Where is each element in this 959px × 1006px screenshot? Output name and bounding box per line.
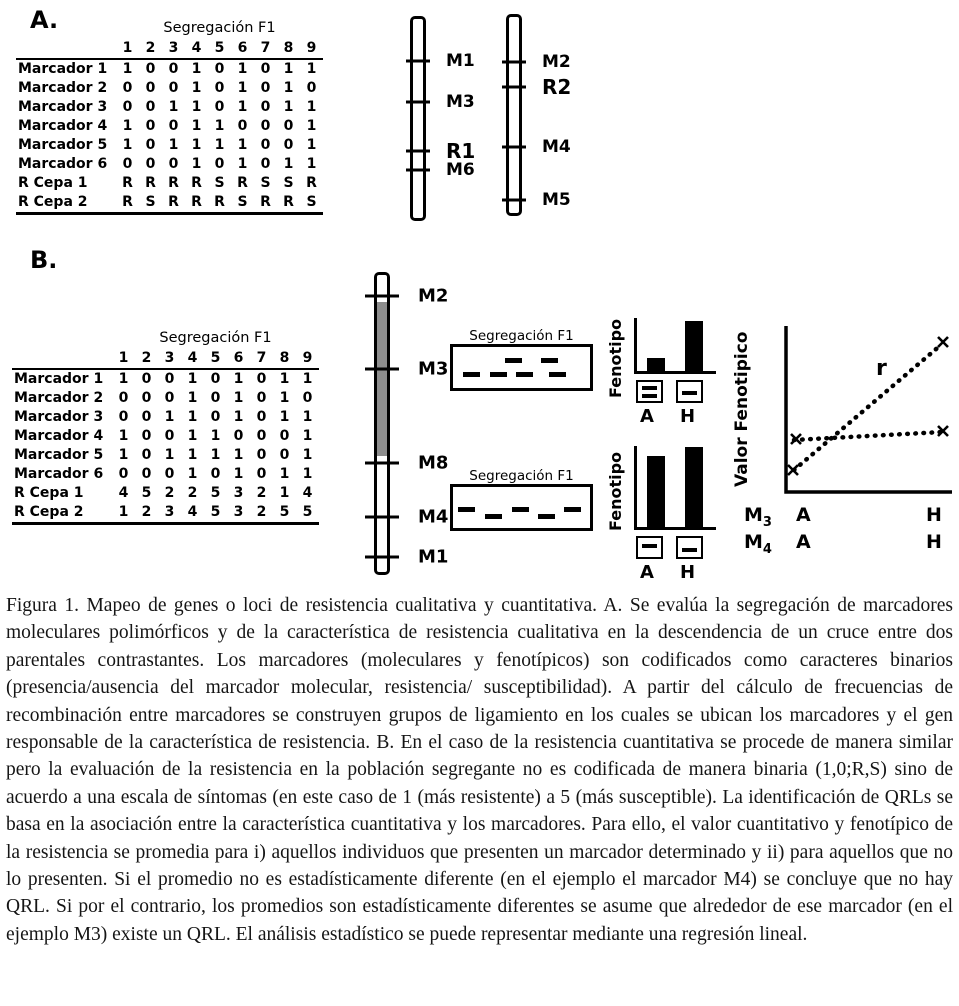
table-cell: 0 — [237, 118, 248, 134]
table-cell: 5 — [273, 503, 296, 524]
table-cell: 0 — [233, 428, 244, 444]
row-label: Marcador 2 — [18, 80, 108, 96]
table-cell: 0 — [122, 99, 133, 115]
table-cell: 0 — [164, 466, 175, 482]
marker-subscript: 4 — [762, 541, 772, 557]
table-cell: 1 — [237, 80, 248, 96]
marker-label-m2: M2 — [542, 52, 571, 73]
genotype-h-label: H — [926, 504, 942, 526]
column-header: 8 — [277, 39, 300, 59]
table-cell: 0 — [260, 61, 271, 77]
table-cell: 1 — [233, 447, 244, 463]
table-cell: 0 — [122, 80, 133, 96]
table-cell: 0 — [210, 466, 221, 482]
table-cell: S — [231, 193, 254, 214]
marker-label-m8: M8 — [418, 452, 449, 474]
genotype-box — [636, 380, 663, 403]
table-cell: S — [260, 175, 271, 191]
table-cell: 1 — [191, 80, 202, 96]
table-cell: 0 — [283, 137, 294, 153]
table-cell: S — [283, 175, 294, 191]
column-header: 2 — [139, 39, 162, 59]
marker-label-m4: M4 — [542, 137, 571, 158]
table-cell: R — [306, 175, 317, 191]
row-label: R Cepa 1 — [14, 485, 84, 501]
table-cell: 1 — [279, 371, 290, 387]
segregation-table-b-block — [12, 330, 319, 525]
table-cell: R — [237, 175, 248, 191]
table-cell: 0 — [260, 137, 271, 153]
table-row — [16, 155, 323, 174]
table-cell: 1 — [187, 428, 198, 444]
table-cell: 5 — [296, 503, 319, 524]
gel-band — [490, 372, 507, 377]
table-cell: 1 — [233, 409, 244, 425]
chromosome-bar — [374, 272, 390, 575]
table-cell: R — [116, 193, 139, 214]
table-row — [12, 408, 319, 427]
table-cell: 0 — [210, 390, 221, 406]
table-cell: 1 — [191, 156, 202, 172]
marker-tick-r1 — [406, 150, 430, 153]
table-cell: 0 — [256, 409, 267, 425]
marker-label-r2: R2 — [542, 74, 572, 99]
marker-tick-m4 — [365, 516, 399, 519]
table-cell: 0 — [118, 466, 129, 482]
gel-band — [642, 544, 657, 548]
table-cell: 4 — [118, 485, 129, 501]
row-label: Marcador 4 — [14, 428, 104, 444]
gel-band — [512, 507, 529, 512]
table-cell: 0 — [145, 61, 156, 77]
table-cell: 1 — [187, 466, 198, 482]
table-cell: 0 — [306, 80, 317, 96]
table-cell: 0 — [141, 428, 152, 444]
category-label-h: H — [680, 406, 696, 427]
table-cell: 0 — [141, 466, 152, 482]
table-cell: 1 — [302, 447, 313, 463]
row-label: Marcador 1 — [14, 371, 104, 387]
phenotype-chart-m4 — [598, 444, 748, 583]
table-cell: 0 — [141, 447, 152, 463]
table-cell: 1 — [237, 99, 248, 115]
table-cell: 1 — [283, 80, 294, 96]
marker-label-m5: M5 — [542, 189, 571, 210]
table-cell: 0 — [164, 371, 175, 387]
category-labels — [640, 562, 748, 583]
table-cell: 0 — [168, 80, 179, 96]
header-row — [12, 349, 319, 369]
genotype-box — [636, 536, 663, 559]
table-cell: 3 — [227, 503, 250, 524]
row-label: Marcador 2 — [14, 390, 104, 406]
column-header: 7 — [250, 349, 273, 369]
table-cell: R — [145, 175, 156, 191]
table-cell: 0 — [145, 156, 156, 172]
table-cell: S — [300, 193, 323, 214]
table-cell: 2 — [187, 485, 198, 501]
table-cell: 0 — [164, 390, 175, 406]
category-label-h: H — [680, 562, 696, 583]
regression-line-m3 — [794, 344, 942, 470]
table-row — [16, 79, 323, 98]
table-cell: 0 — [302, 390, 313, 406]
table-cell: 1 — [302, 409, 313, 425]
corner-cell — [12, 349, 112, 369]
table-cell: 1 — [122, 61, 133, 77]
table-cell: 1 — [302, 466, 313, 482]
table-cell: 1 — [237, 137, 248, 153]
table-cell: 0 — [260, 156, 271, 172]
table-cell: 0 — [141, 409, 152, 425]
regression-line-m4 — [794, 432, 942, 440]
table-cell: 0 — [260, 80, 271, 96]
row-label: R Cepa 1 — [18, 175, 88, 191]
genotype-a-label: A — [796, 531, 811, 553]
table-cell: 1 — [237, 61, 248, 77]
segregation-table-b — [12, 349, 319, 525]
table-cell: S — [214, 175, 225, 191]
column-header: 9 — [296, 349, 319, 369]
column-header: 6 — [231, 39, 254, 59]
table-cell: 1 — [168, 137, 179, 153]
table-cell: 1 — [283, 99, 294, 115]
table-row — [16, 98, 323, 117]
marker-label-m4: M4 — [418, 506, 449, 528]
table-cell: 0 — [260, 99, 271, 115]
figure-caption: Figura 1. Mapeo de genes o loci de resistencia cualitativa y cuantitativa. A. Se evalúa la segregación de marcadores moleculares polimórficos y de la característica de resistencia cualitativa en la descendencia de un cruce entre dos parentales contrastantes. Los marcadores (moleculares y fenotípicos) son codificados como caracteres binarios (presencia/ausencia del marcador molecular, resistencia/ susceptibilidad). A partir del cálculo de frecuencias de recombinación entre marcadores se construyen grupos de ligamiento en los cuales se ubican los marcadores y el gen responsable de la característica de resistencia. B. En el caso de la resistencia cuantitativa se procede de manera similar pero la evaluación de la resistencia en la población segregante no es codificada de manera binaria (1,0;R,S) sino de acuerdo a una escala de síntomas (en este caso de 1 (más resistente) a 5 (más susceptible). La identificación de QRLs se basa en la asociación entre la característica cuantitativa y los marcadores. Para ello, el valor cuantitativo y fenotípico de la resistencia se promedia para i) aquellos individuos que presenten un marcador determinado y ii) para aquellos que no lo presenten. Si el promedio no es estadísticamente diferente (en el ejemplo el marcador M4) se concluye que no hay QRL. Si por el contrario, los promedios son estadísticamente diferentes se asume que alrededor de ese marcador (en el ejemplo M3) existe un QRL. El análisis estadístico se puede representar mediante una regresión lineal. — [6, 595, 953, 945]
column-header: 2 — [135, 349, 158, 369]
table-cell: R — [122, 175, 133, 191]
table-cell: 1 — [164, 447, 175, 463]
table-cell: S — [139, 193, 162, 214]
table-cell: 1 — [122, 118, 133, 134]
table-cell: 0 — [256, 428, 267, 444]
column-header: 8 — [273, 349, 296, 369]
gel-band — [538, 514, 555, 519]
marker-tick-m3 — [406, 101, 430, 104]
table-cell: R — [208, 193, 231, 214]
table-cell: 0 — [256, 371, 267, 387]
table-cell: 0 — [210, 371, 221, 387]
table-cell: 1 — [210, 447, 221, 463]
table-cell: 1 — [191, 99, 202, 115]
marker-tick-r2 — [502, 85, 526, 88]
gel-band — [642, 386, 657, 390]
table-cell: 4 — [302, 485, 313, 501]
gel-band — [541, 358, 558, 363]
table-cell: 1 — [279, 466, 290, 482]
marker-tick-m1 — [365, 555, 399, 558]
marker-tick-m2 — [365, 295, 399, 298]
bar-a — [647, 456, 665, 527]
table-row — [16, 117, 323, 136]
table-cell: 2 — [250, 503, 273, 524]
table-cell: R — [168, 175, 179, 191]
gel-band — [458, 507, 475, 512]
genotype-box — [676, 536, 703, 559]
gel-band — [485, 514, 502, 519]
table-cell: 0 — [168, 156, 179, 172]
table-cell: 0 — [256, 466, 267, 482]
phenotype-axis-label: Fenotipo — [606, 318, 625, 398]
table-cell: 1 — [168, 99, 179, 115]
segregation-table-a-block — [16, 20, 323, 215]
table-cell: R — [277, 193, 300, 214]
table-cell: 3 — [158, 503, 181, 524]
table-cell: 0 — [141, 371, 152, 387]
table-a-title: Segregación F1 — [163, 20, 276, 36]
marker-name: $M_3$ — [744, 504, 772, 530]
section-a-label: A. — [30, 6, 59, 34]
gel-band — [516, 372, 533, 377]
regression-canvas — [756, 320, 956, 500]
gel-electrophoresis-top — [450, 344, 593, 391]
row-label: R Cepa 2 — [12, 503, 112, 524]
column-header: 4 — [185, 39, 208, 59]
table-cell: 0 — [260, 118, 271, 134]
table-cell: R — [185, 193, 208, 214]
table-cell: 1 — [191, 137, 202, 153]
bar-a — [647, 358, 665, 371]
table-cell: 1 — [237, 156, 248, 172]
table-cell: 1 — [122, 137, 133, 153]
gel-bottom-title: Segregación F1 — [469, 468, 574, 484]
table-cell: 1 — [302, 428, 313, 444]
table-cell: 0 — [145, 137, 156, 153]
column-header: 1 — [116, 39, 139, 59]
qrl-region-shade — [377, 302, 387, 456]
table-cell: 1 — [118, 428, 129, 444]
table-cell: 1 — [283, 156, 294, 172]
table-cell: 3 — [233, 485, 244, 501]
bar-h — [685, 447, 703, 527]
bar-h — [685, 321, 703, 371]
table-cell: 1 — [306, 156, 317, 172]
table-cell: 1 — [306, 99, 317, 115]
table-cell: 0 — [145, 118, 156, 134]
table-cell: 5 — [141, 485, 152, 501]
table-cell: 1 — [118, 447, 129, 463]
table-cell: 0 — [141, 390, 152, 406]
chromosome-bar — [410, 16, 426, 221]
table-cell: 0 — [214, 61, 225, 77]
table-cell: 1 — [214, 137, 225, 153]
marker-tick-m4 — [502, 146, 526, 149]
correlation-label: r — [876, 356, 887, 381]
marker-label-m3: M3 — [446, 92, 475, 113]
table-row — [16, 174, 323, 193]
genotype-box — [676, 380, 703, 403]
regression-y-axis-label: Valor Fenotipico — [732, 331, 752, 487]
table-row — [12, 446, 319, 465]
table-cell: 0 — [210, 409, 221, 425]
table-cell: 0 — [145, 80, 156, 96]
table-cell: 2 — [164, 485, 175, 501]
category-label-a: A — [640, 406, 654, 427]
table-row — [12, 503, 319, 524]
table-cell: 1 — [306, 137, 317, 153]
column-header: 3 — [158, 349, 181, 369]
table-cell: 1 — [187, 409, 198, 425]
table-cell: 0 — [256, 447, 267, 463]
table-cell: R — [254, 193, 277, 214]
table-cell: 1 — [187, 447, 198, 463]
table-row — [16, 59, 323, 79]
table-cell: 0 — [256, 390, 267, 406]
gel-electrophoresis-bottom — [450, 484, 593, 531]
column-header: 6 — [227, 349, 250, 369]
genotype-h-label: H — [926, 531, 942, 553]
phenotype-chart-m3 — [598, 314, 748, 432]
table-cell: 1 — [306, 118, 317, 134]
row-label: Marcador 3 — [14, 409, 104, 425]
phenotype-axis-label: Fenotipo — [606, 451, 625, 531]
marker-label-m6: M6 — [446, 159, 475, 180]
segregation-table — [12, 349, 319, 525]
table-cell: 1 — [187, 390, 198, 406]
row-label: Marcador 6 — [14, 466, 104, 482]
x-axis-row — [730, 531, 955, 558]
gel-band — [682, 548, 697, 552]
header-row — [16, 39, 323, 59]
corner-cell — [16, 39, 116, 59]
gel-band — [463, 372, 480, 377]
table-cell: 1 — [279, 390, 290, 406]
table-row — [12, 427, 319, 446]
x-axis-row — [730, 504, 955, 531]
table-cell: 1 — [233, 466, 244, 482]
table-cell: 0 — [279, 428, 290, 444]
table-cell: 5 — [204, 503, 227, 524]
regression-x-labels — [730, 504, 955, 558]
table-row — [12, 389, 319, 408]
table-cell: 0 — [145, 99, 156, 115]
table-cell: 0 — [214, 156, 225, 172]
marker-tick-m3 — [365, 367, 399, 370]
table-cell: 1 — [191, 61, 202, 77]
segregation-table — [16, 39, 323, 215]
table-cell: 0 — [168, 61, 179, 77]
table-cell: 0 — [168, 118, 179, 134]
bar-plot — [634, 318, 716, 374]
column-header: 1 — [112, 349, 135, 369]
table-cell: 0 — [214, 80, 225, 96]
table-b-title: Segregación F1 — [159, 330, 272, 346]
table-cell: 0 — [118, 409, 129, 425]
column-header: 9 — [300, 39, 323, 59]
table-cell: 1 — [279, 409, 290, 425]
table-cell: 1 — [210, 428, 221, 444]
table-cell: 1 — [191, 118, 202, 134]
regression-plot — [730, 320, 958, 565]
marker-label-r1: R1 — [446, 139, 476, 164]
gel-band — [682, 391, 697, 395]
marker-name: $M_4$ — [744, 531, 772, 557]
table-cell: 2 — [135, 503, 158, 524]
marker-label-m1: M1 — [418, 546, 449, 568]
table-cell: 1 — [214, 118, 225, 134]
gel-band — [505, 358, 522, 363]
marker-tick-m8 — [365, 461, 399, 464]
chromosome-bar — [506, 14, 522, 216]
bar-plot — [634, 446, 716, 530]
table-cell: 1 — [112, 503, 135, 524]
column-header: 5 — [204, 349, 227, 369]
row-label: Marcador 4 — [18, 118, 108, 134]
marker-label-m2: M2 — [418, 285, 449, 307]
table-cell: 1 — [233, 390, 244, 406]
segregation-table-a — [16, 39, 323, 215]
table-cell: 0 — [122, 156, 133, 172]
table-cell: 1 — [118, 371, 129, 387]
table-row — [12, 465, 319, 484]
table-cell: 2 — [256, 485, 267, 501]
gel-top-title: Segregación F1 — [469, 328, 574, 344]
column-header: 5 — [208, 39, 231, 59]
table-cell: 0 — [283, 118, 294, 134]
column-header: 4 — [181, 349, 204, 369]
row-label: Marcador 1 — [18, 61, 108, 77]
category-label-a: A — [640, 562, 654, 583]
table-cell: 0 — [164, 428, 175, 444]
table-row — [16, 193, 323, 214]
marker-label-m1: M1 — [446, 51, 475, 72]
row-label: Marcador 6 — [18, 156, 108, 172]
row-label: Marcador 5 — [18, 137, 108, 153]
table-cell: 1 — [283, 61, 294, 77]
table-row — [16, 136, 323, 155]
table-cell: 1 — [233, 371, 244, 387]
data-point-x — [938, 337, 948, 347]
table-cell: R — [162, 193, 185, 214]
row-label: R Cepa 2 — [16, 193, 116, 214]
linkage-group-2 — [506, 14, 636, 216]
table-row — [12, 369, 319, 389]
marker-tick-m5 — [502, 198, 526, 201]
marker-tick-m1 — [406, 60, 430, 63]
table-cell: 1 — [187, 371, 198, 387]
marker-tick-m6 — [406, 168, 430, 171]
gel-band — [642, 394, 657, 398]
marker-subscript: 3 — [762, 514, 772, 530]
column-header: 7 — [254, 39, 277, 59]
table-cell: 0 — [279, 447, 290, 463]
row-label: Marcador 3 — [18, 99, 108, 115]
section-b-label: B. — [30, 246, 58, 274]
table-cell: 1 — [279, 485, 290, 501]
table-cell: 0 — [214, 99, 225, 115]
genotype-a-label: A — [796, 504, 811, 526]
table-row — [12, 484, 319, 503]
table-cell: 5 — [210, 485, 221, 501]
table-cell: R — [191, 175, 202, 191]
table-cell: 1 — [302, 371, 313, 387]
marker-tick-m2 — [502, 61, 526, 64]
marker-label-m3: M3 — [418, 358, 449, 380]
row-label: Marcador 5 — [14, 447, 104, 463]
gel-band — [564, 507, 581, 512]
gel-band — [549, 372, 566, 377]
table-cell: 1 — [164, 409, 175, 425]
table-cell: 4 — [181, 503, 204, 524]
column-header: 3 — [162, 39, 185, 59]
table-cell: 0 — [118, 390, 129, 406]
table-cell: 1 — [306, 61, 317, 77]
